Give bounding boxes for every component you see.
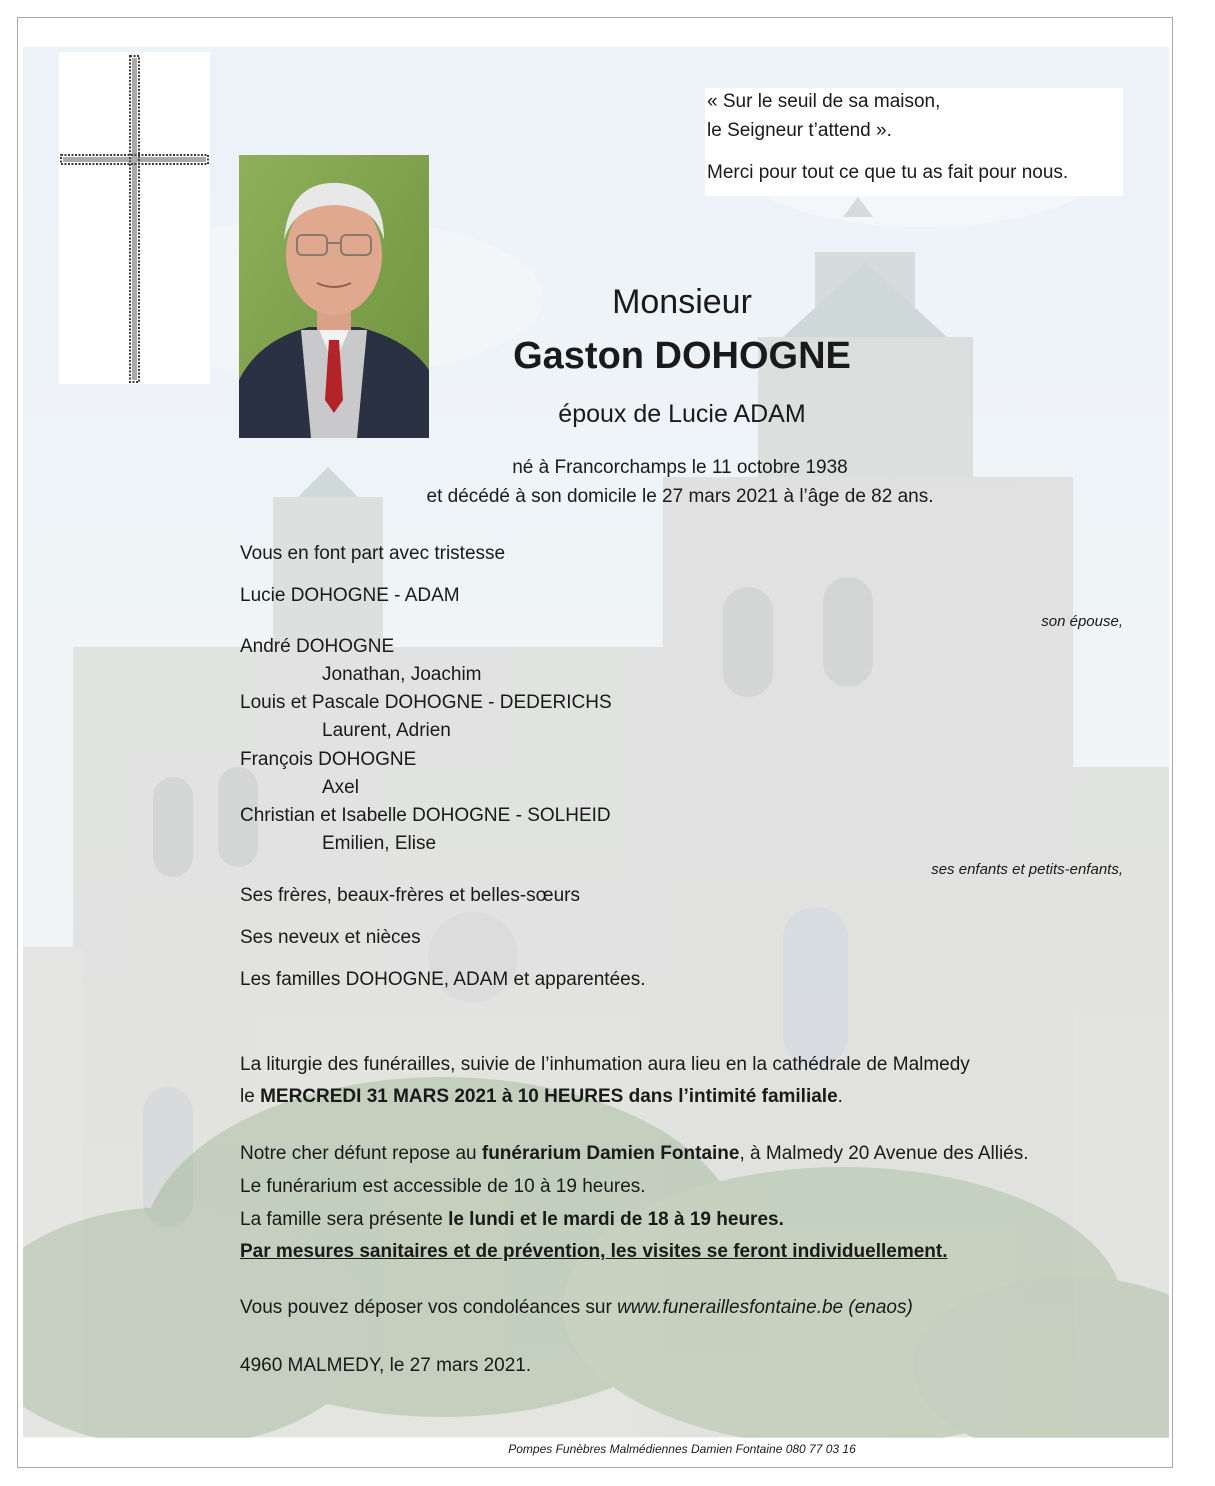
child-parents: Louis et Pascale DOHOGNE - DEDERICHS xyxy=(240,692,612,713)
spouse-role: son épouse, xyxy=(1041,613,1123,630)
ceremony-line-1: La liturgie des funérailles, suivie de l’inhumation aura lieu en la cathédrale de Malmedy xyxy=(240,1054,970,1075)
grandchildren: Jonathan, Joachim xyxy=(322,664,482,685)
child-parents: André DOHOGNE xyxy=(240,636,395,657)
visiting-hours: le lundi et le mardi de 18 à 19 heures. xyxy=(448,1209,784,1230)
ceremony-datetime: MERCREDI 31 MARS 2021 à 10 HEURES dans l’intimité familiale xyxy=(260,1086,838,1107)
child-parents: Christian et Isabelle DOHOGNE - SOLHEID xyxy=(240,805,611,826)
visitation-line-3: La famille sera présente le lundi et le mardi de 18 à 19 heures. xyxy=(240,1209,784,1230)
place-date: 4960 MALMEDY, le 27 mars 2021. xyxy=(240,1355,532,1376)
visitation-line-1: Notre cher défunt repose au funérarium Damien Fontaine, à Malmedy 20 Avenue des Alliés. xyxy=(240,1143,1029,1164)
quote-line-1: « Sur le seuil de sa maison, xyxy=(707,91,941,112)
child-parents: François DOHOGNE xyxy=(240,749,417,770)
ceremony-line-2: le MERCREDI 31 MARS 2021 à 10 HEURES dans l’intimité familiale. xyxy=(240,1086,843,1107)
siblings-line: Ses frères, beaux-frères et belles-sœurs xyxy=(240,885,581,906)
intro-line: Vous en font part avec tristesse xyxy=(240,543,506,564)
death-line: et décédé à son domicile le 27 mars 2021 à l’âge de 82 ans. xyxy=(426,486,934,507)
spouse-line: époux de Lucie ADAM xyxy=(558,400,806,428)
portrait-photo xyxy=(239,155,429,438)
families-line: Les familles DOHOGNE, ADAM et apparentées. xyxy=(240,969,646,990)
condolences-line: Vous pouvez déposer vos condoléances sur www.funeraillesfontaine.be (enaos) xyxy=(240,1297,913,1318)
footer-funeral-home: Pompes Funèbres Malmédiennes Damien Fontaine 080 77 03 16 xyxy=(508,1442,856,1456)
grandchildren: Emilien, Elise xyxy=(322,833,437,854)
grandchildren: Axel xyxy=(322,777,359,798)
birth-line: né à Francorchamps le 11 octobre 1938 xyxy=(512,457,848,478)
children-role: ses enfants et petits-enfants, xyxy=(931,861,1123,878)
quote-line-2: le Seigneur t’attend ». xyxy=(707,120,892,141)
thanks-line: Merci pour tout ce que tu as fait pour nous. xyxy=(707,162,1069,183)
visitation-line-2: Le funérarium est accessible de 10 à 19 heures. xyxy=(240,1176,646,1197)
cross-panel xyxy=(59,52,210,384)
honorific: Monsieur xyxy=(612,283,752,321)
condolences-link[interactable]: www.funeraillesfontaine.be (enaos) xyxy=(617,1297,913,1318)
nephews-line: Ses neveux et nièces xyxy=(240,927,421,948)
grandchildren: Laurent, Adrien xyxy=(322,720,451,741)
funeral-home-name: funérarium Damien Fontaine xyxy=(481,1143,740,1164)
cross-icon xyxy=(59,52,210,384)
sanitary-notice: Par mesures sanitaires et de prévention, les visites se feront individuellement. xyxy=(240,1241,948,1262)
spouse-name: Lucie DOHOGNE - ADAM xyxy=(240,585,460,606)
deceased-name: Gaston DOHOGNE xyxy=(513,335,851,377)
